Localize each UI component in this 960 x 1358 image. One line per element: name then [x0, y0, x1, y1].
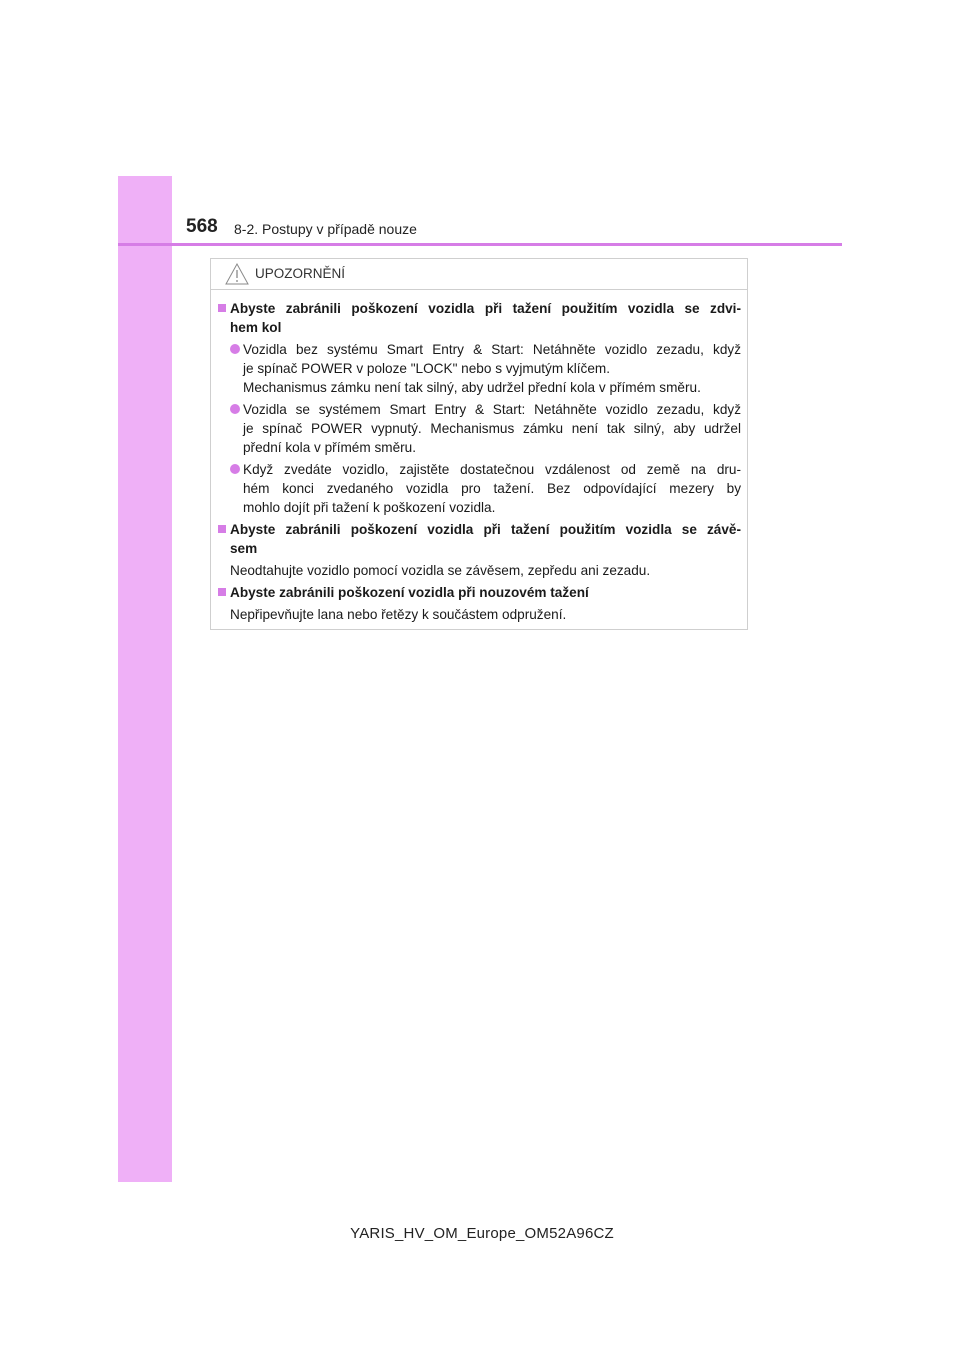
square-bullet-icon	[218, 304, 226, 312]
page-header	[186, 214, 836, 244]
header-rule	[118, 243, 842, 246]
warning-title: UPOZORNĚNÍ	[255, 266, 346, 281]
square-bullet-icon	[218, 525, 226, 533]
round-bullet-icon	[230, 404, 240, 414]
warning-box	[210, 258, 748, 630]
square-bullet-icon	[218, 588, 226, 596]
warning-item-title: Abyste zabránili poškození vozidla při nouzovém tažení	[230, 585, 589, 600]
bullet-paragraph: Vozidla se systémem Smart Entry & Start: Netáhněte vozidlo zezadu, když je spínač POWER vypnutý. Mechanismus zámku není tak silný, aby udržel přední kola v přímém směru.	[230, 400, 741, 457]
warning-item	[218, 520, 741, 580]
section-title: 8-2. Postupy v případě nouze	[234, 221, 417, 237]
warning-body	[211, 290, 747, 624]
page-number: 568	[186, 216, 218, 237]
bullet-paragraph: Když zvedáte vozidlo, zajistěte dostatečnou vzdálenost od země na dru- hém konci zvedaného vozidla pro tažení. Bez odpovídající mezery by mohlo dojít při tažení k poškození vozidla.	[230, 460, 741, 517]
page-footer	[0, 1225, 960, 1242]
warning-item	[218, 299, 741, 517]
warning-item-title: Abyste zabránili poškození vozidla při tažení použitím vozidla se závě- sem	[230, 522, 741, 556]
warning-triangle-icon	[225, 263, 249, 285]
warning-item-title: Abyste zabránili poškození vozidla při tažení použitím vozidla se zdvi- hem kol	[230, 301, 741, 335]
bullet-paragraph: Vozidla bez systému Smart Entry & Start: Netáhněte vozidlo zezadu, když je spínač POWER v poloze "LOCK" nebo s vyjmutým klíčem. Mechanismus zámku není tak silný, aby udržel přední kola v přímém směru.	[230, 340, 741, 397]
round-bullet-icon	[230, 464, 240, 474]
warning-item	[218, 583, 741, 624]
warning-item-text: Nepřipevňujte lana nebo řetězy k součástem odpružení.	[230, 607, 567, 622]
round-bullet-icon	[230, 344, 240, 354]
chapter-side-tab	[118, 176, 172, 1182]
warning-item-text: Neodtahujte vozidlo pomocí vozidla se závěsem, zepředu ani zezadu.	[230, 563, 651, 578]
warning-header	[211, 259, 747, 290]
document-id: YARIS_HV_OM_Europe_OM52A96CZ	[350, 1225, 614, 1242]
